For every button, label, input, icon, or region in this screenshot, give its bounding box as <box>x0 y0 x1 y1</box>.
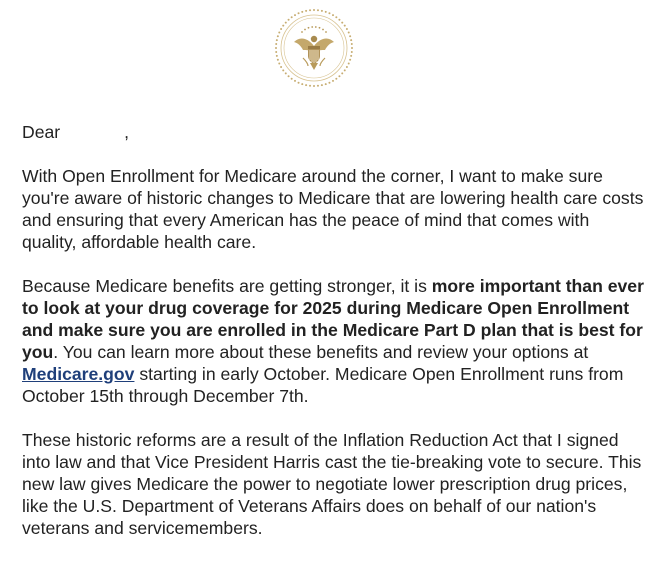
greeting-punct: , <box>124 122 130 142</box>
letter-body <box>22 121 648 561</box>
presidential-seal-icon <box>272 6 356 90</box>
greeting <box>22 121 648 143</box>
greeting-word: Dear <box>22 122 61 142</box>
paragraph-2-middle: . You can learn more about these benefits and review your options at <box>53 342 589 362</box>
paragraph-2-intro: Because Medicare benefits are getting stronger, it is <box>22 276 432 296</box>
paragraph-2-emphasis: more important than ever to look at your drug coverage for 2025 during Medicare Open Enrollment and make sure you are enrolled in the Medicare Part D plan that is best for you <box>22 276 644 362</box>
paragraph-3: These historic reforms are a result of the Inflation Reduction Act that I signed into law and that Vice President Harris cast the tie-breaking vote to secure. This new law gives Medicare the power to negotiate lower prescription drug prices, like the U.S. Department of Veterans Affairs does on behalf of our nation's veterans and servicemembers. <box>22 430 642 538</box>
medicare-gov-link[interactable]: Medicare.gov <box>22 364 135 384</box>
paragraph-2 <box>22 275 648 407</box>
paragraph-2-end: starting in early October. Medicare Open Enrollment runs from October 15th through December 7th. <box>22 364 624 406</box>
paragraph-1: With Open Enrollment for Medicare around the corner, I want to make sure you're aware of historic changes to Medicare that are lowering health care costs and ensuring that every American has the peace of mind that comes with quality, affordable health care. <box>22 166 644 252</box>
